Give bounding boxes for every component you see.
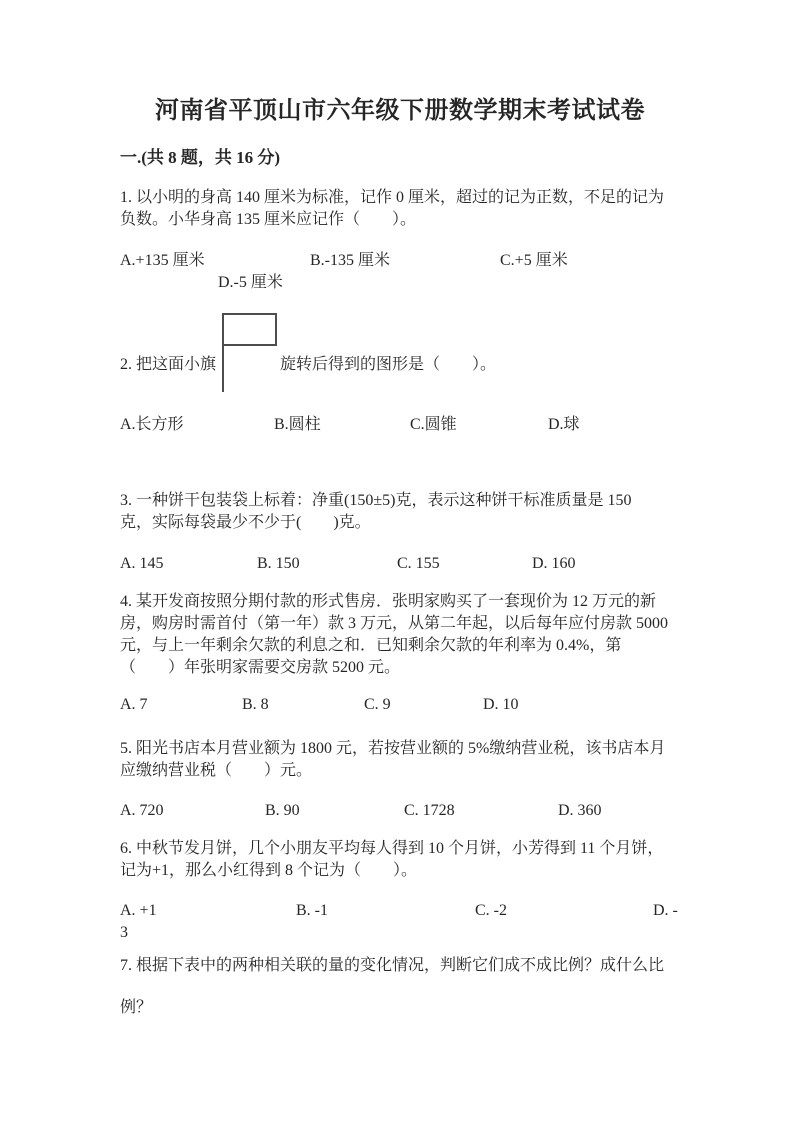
question-6-option-c: C. -2	[475, 902, 507, 919]
question-1-option-d: D.-5 厘米	[218, 274, 283, 291]
question-2-options	[120, 414, 580, 436]
question-1-text	[120, 187, 686, 231]
page-title: 河南省平顶山市六年级下册数学期末考试试卷	[155, 98, 645, 124]
question-3-line-1: 3. 一种饼干包装袋上标着：净重(150±5)克，表示这种饼干标准质量是 150	[120, 492, 632, 509]
question-3-option-c: C. 155	[397, 555, 440, 572]
question-5-options	[120, 800, 602, 822]
question-5-option-a: A. 720	[120, 802, 164, 819]
question-5-line-2: 应缴纳营业税（ ）元。	[120, 762, 313, 779]
question-2-text-after-figure: 旋转后得到的图形是（ ）。	[280, 356, 497, 373]
question-2-option-c: C.圆锥	[410, 416, 457, 433]
question-6-text	[120, 838, 686, 882]
question-2-text-before-figure: 2. 把这面小旗	[120, 356, 217, 373]
question-1-option-c: C.+5 厘米	[500, 252, 568, 269]
question-3-line-2: 克，实际每袋最少不少于( )克。	[120, 514, 371, 531]
question-2-option-d: D.球	[548, 416, 580, 433]
question-4-line-2: 房，购房时需首付（第一年）款 3 万元，从第二年起，以后每年应付房款 5000	[120, 615, 669, 632]
question-5-option-d: D. 360	[558, 802, 602, 819]
question-5-line-1: 5. 阳光书店本月营业额为 1800 元，若按营业额的 5%缴纳营业税，该书店本月	[120, 740, 666, 757]
question-3-options	[120, 553, 576, 575]
question-2-option-b: B.圆柱	[274, 416, 321, 433]
question-3-text	[120, 490, 686, 534]
question-4-option-c: C. 9	[364, 696, 391, 713]
question-6-options	[120, 900, 678, 922]
question-5-option-b: B. 90	[265, 802, 300, 819]
question-3-option-b: B. 150	[257, 555, 300, 572]
question-5-option-c: C. 1728	[404, 802, 455, 819]
question-4-options	[120, 694, 519, 716]
flag-figure	[222, 313, 279, 392]
question-6-option-b: B. -1	[296, 902, 328, 919]
question-4-option-b: B. 8	[242, 696, 269, 713]
question-2-option-a: A.长方形	[120, 416, 184, 433]
section-header: 一.(共 8 题，共 16 分)	[120, 148, 281, 167]
question-7-line-2: 例？	[120, 999, 153, 1016]
question-4-line-4: （ ）年张明家需要交房款 5200 元。	[120, 659, 401, 676]
question-3-option-d: D. 160	[532, 555, 576, 572]
question-1-option-b: B.-135 厘米	[310, 252, 391, 269]
question-4-text	[120, 591, 686, 679]
question-6-line-1: 6. 中秋节发月饼，几个小朋友平均每人得到 10 个月饼，小芳得到 11 个月饼，	[120, 840, 664, 857]
question-6-line-2: 记为+1，那么小红得到 8 个记为（ ）。	[120, 862, 418, 879]
question-4-line-3: 元，与上一年剩余欠款的利息之和．已知剩余欠款的年利率为 0.4%，第	[120, 637, 622, 654]
question-1-line-2: 负数。小华身高 135 厘米应记作（ ）。	[120, 211, 417, 228]
flag-rectangle	[222, 313, 277, 346]
question-7-line-1: 7. 根据下表中的两种相关联的量的变化情况，判断它们成不成比例？成什么比	[120, 957, 665, 974]
question-1-option-a: A.+135 厘米	[120, 252, 205, 269]
question-6-option-a: A. +1	[120, 902, 157, 919]
question-1-options	[120, 250, 568, 272]
question-3-option-a: A. 145	[120, 555, 164, 572]
question-4-option-d: D. 10	[483, 696, 519, 713]
question-6-option-d: D. -	[653, 902, 678, 919]
question-1-line-1: 1. 以小明的身高 140 厘米为标准，记作 0 厘米，超过的记为正数，不足的记为	[120, 189, 665, 206]
question-6-option-d-wrapped: 3	[120, 924, 128, 941]
question-5-text	[120, 738, 686, 782]
question-4-option-a: A. 7	[120, 696, 148, 713]
question-4-line-1: 4. 某开发商按照分期付款的形式售房．张明家购买了一套现价为 12 万元的新	[120, 593, 657, 610]
